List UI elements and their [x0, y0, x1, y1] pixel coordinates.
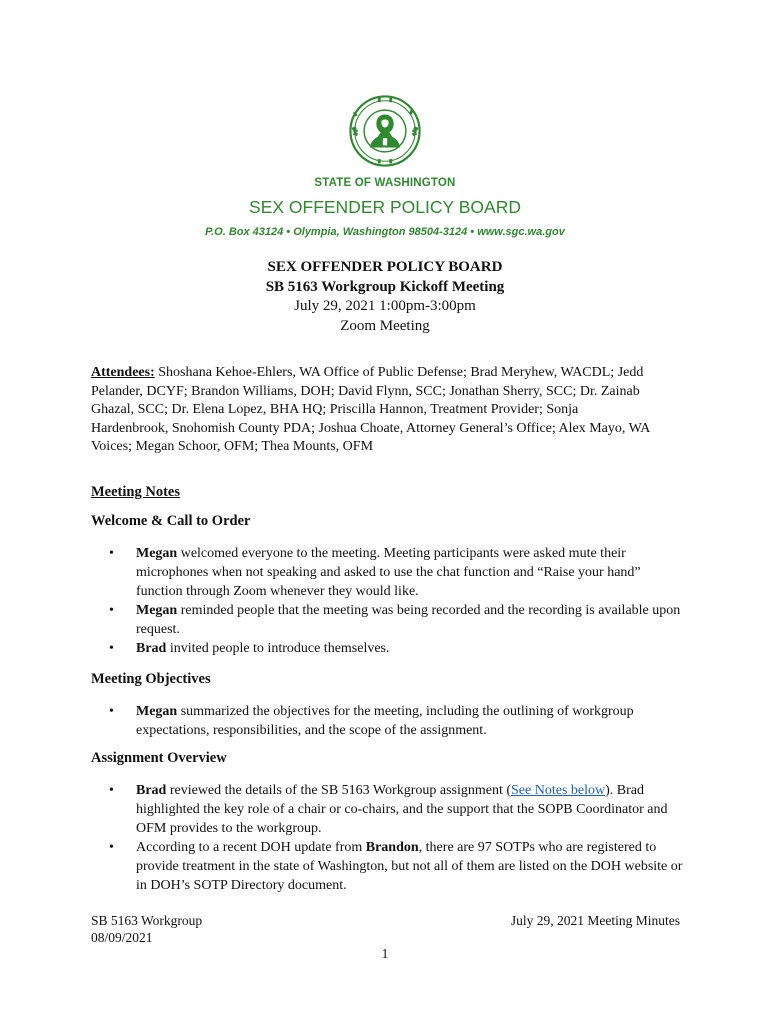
assignment-list [109, 781, 689, 895]
meeting-notes-heading: Meeting Notes [91, 484, 180, 500]
item-text: ). Brad highlighted the key role of a chair or co-chairs, and the support that the SOPB Coordinator and OFM provides to the workgroup. [136, 783, 668, 836]
bullet-icon: • [109, 546, 114, 561]
see-notes-link[interactable]: See Notes below [511, 783, 606, 798]
title-location: Zoom Meeting [340, 317, 430, 334]
speaker-name: Brandon [365, 840, 419, 855]
speaker-name: Brad [136, 783, 167, 798]
meeting-title-block [0, 258, 770, 336]
attendees-list: Shoshana Kehoe-Ehlers, WA Office of Public Defense; Brad Meryhew, WACDL; Jedd Pelander, DCYF; Brandon Williams, DOH; David Flynn, SCC; Jonathan Sherry, SCC; Dr. Zainab Ghazal, SCC; Dr. Elena Lopez, BHA HQ; Priscilla Hannon, Treatment Provider; Sonja Hardenbrook, Snohomish County PDA; Joshua Choate, Attorney General’s Office; Alex Mayo, WA Voices; Megan Schoor, OFM; Thea Mounts, OFM [91, 365, 650, 454]
title-board: SEX OFFENDER POLICY BOARD [267, 259, 503, 275]
item-text: According to a recent DOH update from [136, 840, 366, 855]
page-number: 1 [381, 946, 389, 961]
attendees-label: Attendees: [91, 365, 155, 380]
letterhead-state: STATE OF WASHINGTON [314, 177, 456, 189]
list-item [109, 781, 689, 838]
item-text: summarized the objectives for the meeting, including the outlining of workgroup expectations, responsibilities, and the scope of the assignment. [136, 704, 634, 738]
speaker-name: Megan [136, 603, 178, 618]
speaker-name: Megan [136, 704, 178, 719]
item-text: welcomed everyone to the meeting. Meeting participants were asked mute their microphones when not speaking and asked to use the chat function and “Raise your hand” function through Zoom whenever they would like. [136, 546, 641, 599]
item-text: invited people to introduce themselves. [166, 641, 390, 656]
speaker-name: Megan [136, 546, 178, 561]
assignment-heading: Assignment Overview [91, 750, 227, 766]
objectives-heading: Meeting Objectives [91, 671, 211, 687]
item-text: , there are 97 SOTPs who are registered to provide treatment in the state of Washington, but not all of them are listed on the DOH website or in DOH’s SOTP Directory document. [136, 840, 683, 893]
footer-workgroup: SB 5163 Workgroup [91, 913, 203, 928]
list-item [109, 838, 689, 895]
list-item [109, 639, 689, 658]
speaker-name: Brad [136, 641, 167, 656]
item-text: reviewed the details of the SB 5163 Workgroup assignment ( [166, 783, 512, 798]
objectives-list [109, 702, 689, 740]
footer-date: 08/09/2021 [91, 930, 153, 945]
welcome-heading: Welcome & Call to Order [91, 513, 251, 529]
bullet-icon: • [109, 603, 114, 618]
list-item [109, 601, 689, 639]
welcome-list [109, 544, 689, 658]
title-meeting: SB 5163 Workgroup Kickoff Meeting [265, 278, 505, 295]
bullet-icon: • [109, 704, 114, 719]
bullet-icon: • [109, 840, 114, 855]
footer-right: July 29, 2021 Meeting Minutes [510, 913, 680, 928]
footer-left [91, 912, 202, 946]
title-date-time: July 29, 2021 1:00pm-3:00pm [294, 298, 476, 314]
item-text: reminded people that the meeting was being recorded and the recording is available upon request. [136, 603, 681, 637]
bullet-icon: • [109, 641, 114, 656]
washington-state-seal-icon [349, 95, 421, 167]
attendees-paragraph [91, 364, 651, 457]
letterhead-board-name: SEX OFFENDER POLICY BOARD [249, 197, 521, 217]
list-item [109, 702, 689, 740]
bullet-icon: • [109, 783, 114, 798]
letterhead-address: P.O. Box 43124 • Olympia, Washington 98504-3124 • www.sgc.wa.gov [205, 226, 565, 238]
list-item [109, 544, 689, 601]
